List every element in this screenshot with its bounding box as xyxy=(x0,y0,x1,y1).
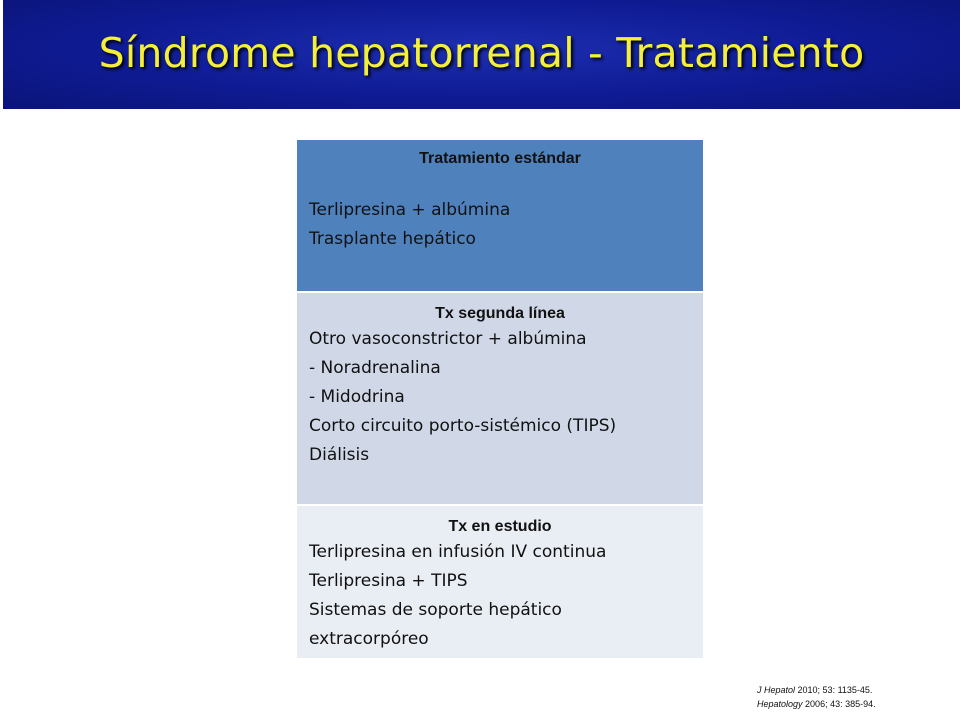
list-item: Diálisis xyxy=(309,445,370,465)
reference-journal: J Hepatol xyxy=(757,685,796,695)
table-row-standard xyxy=(297,140,703,293)
references xyxy=(757,683,876,711)
reference-citation: 2010; 53: 1135-45. xyxy=(795,685,873,695)
list-item: extracorpóreo xyxy=(309,629,429,649)
reference-item xyxy=(757,697,876,711)
reference-item xyxy=(757,683,876,697)
slide-title: Síndrome hepatorrenal - Tratamiento xyxy=(98,29,865,77)
list-item: Trasplante hepático xyxy=(309,229,476,249)
list-item: Otro vasoconstrictor + albúmina xyxy=(309,329,587,349)
row-header: Tratamiento estándar xyxy=(419,150,581,167)
row-header: Tx segunda línea xyxy=(435,305,565,322)
list-item: Corto circuito porto-sistémico (TIPS) xyxy=(309,416,617,436)
list-item: Terlipresina + TIPS xyxy=(309,571,468,591)
list-item: - Midodrina xyxy=(309,387,405,407)
treatment-table xyxy=(297,140,703,658)
reference-citation: 2006; 43: 385-94. xyxy=(802,699,876,709)
list-item: Terlipresina en infusión IV continua xyxy=(309,542,607,562)
reference-journal: Hepatology xyxy=(757,699,803,709)
list-item: Terlipresina + albúmina xyxy=(309,200,511,220)
row-header: Tx en estudio xyxy=(448,518,552,535)
list-item: Sistemas de soporte hepático xyxy=(309,600,562,620)
title-band xyxy=(3,0,960,109)
list-item: - Noradrenalina xyxy=(309,358,441,378)
table-row-second-line xyxy=(297,293,703,506)
table-row-in-study xyxy=(297,506,703,658)
